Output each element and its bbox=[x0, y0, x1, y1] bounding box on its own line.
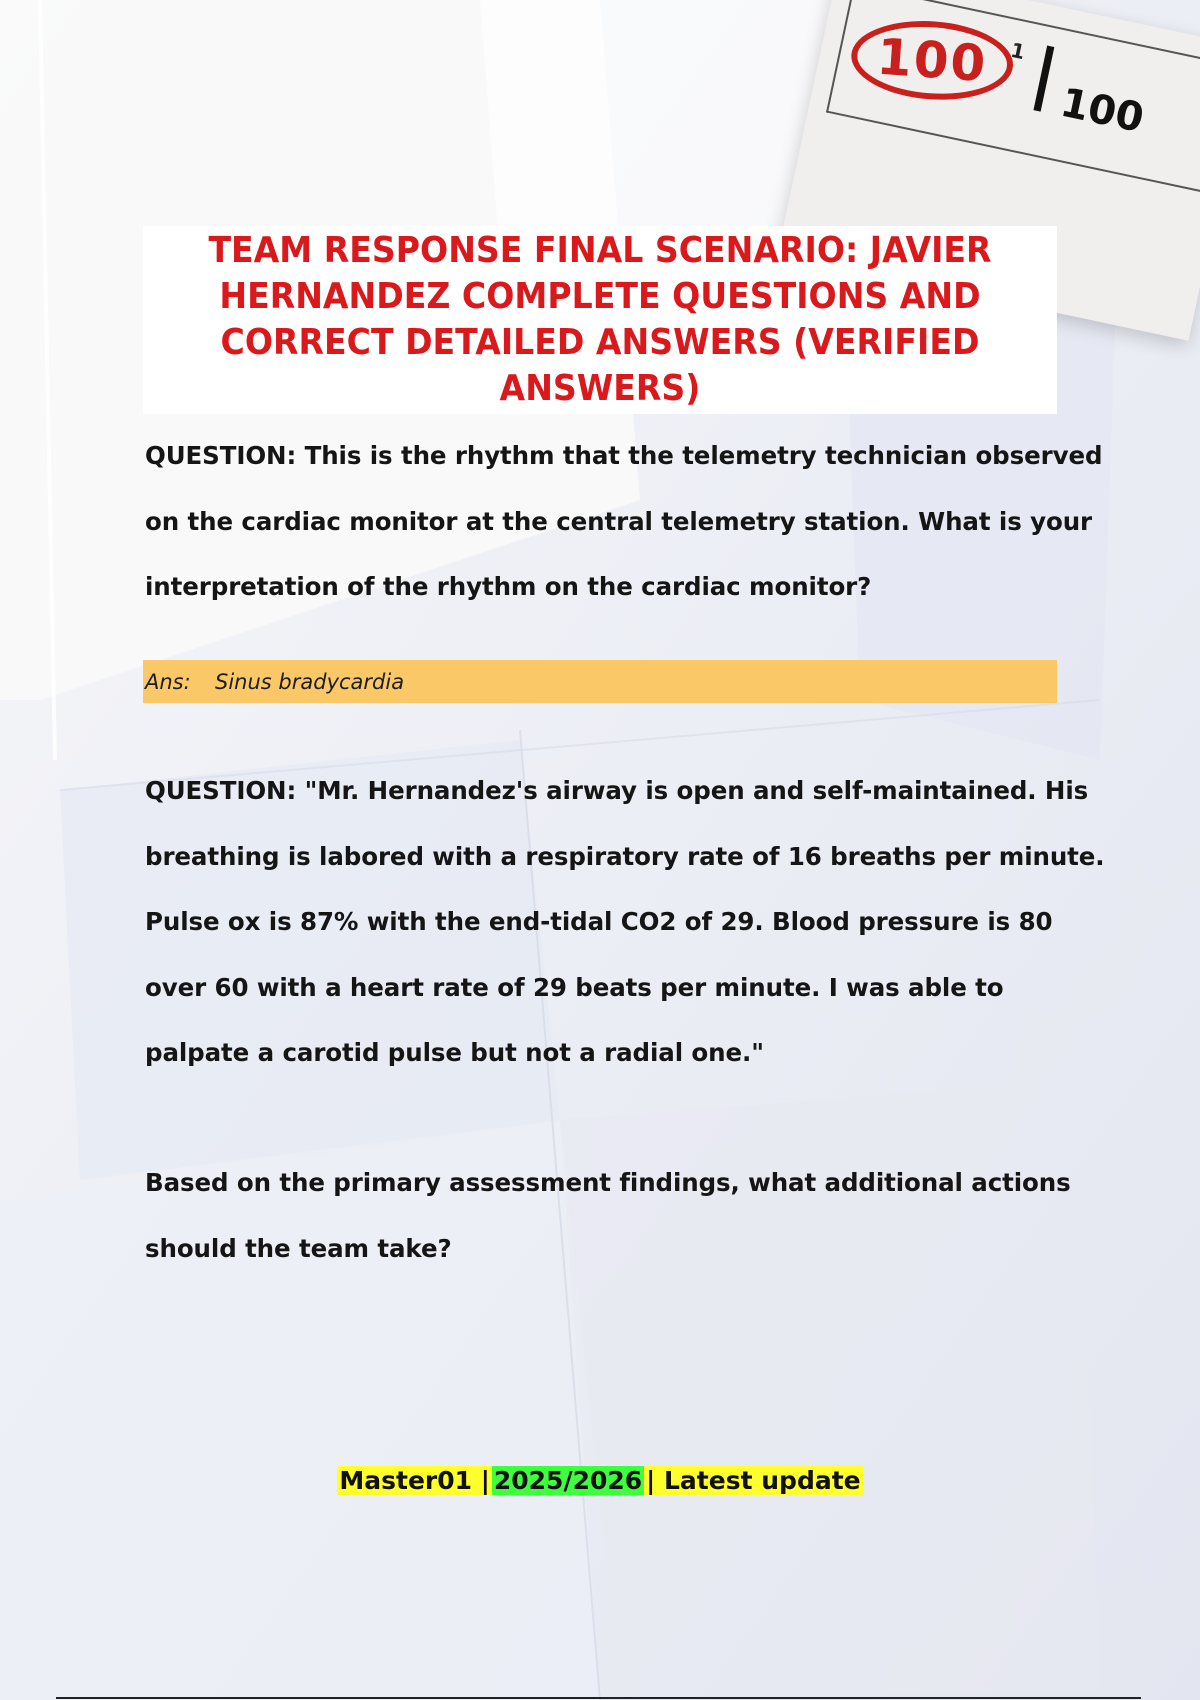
bottom-divider bbox=[56, 1697, 1141, 1699]
document-title: TEAM RESPONSE FINAL SCENARIO: JAVIER HERNANDEZ COMPLETE QUESTIONS AND CORRECT DETAILED ANSWERS (VERIFIED ANSWERS) bbox=[208, 230, 992, 409]
score-superscript: 1 bbox=[1008, 37, 1028, 65]
footer-author: Master01 | bbox=[339, 1466, 490, 1495]
question-2: QUESTION: "Mr. Hernandez's airway is open and self-maintained. His breathing is labored with a respiratory rate of 16 breaths per minute. Pulse ox is 87% with the end-tidal CO2 of 29. Blood pressure is 80 over 60 with a heart rate of 29 beats per minute. I was able to palpate a carotid pulse but not a radial one." bbox=[145, 776, 1105, 1067]
score-total: 100 bbox=[1056, 79, 1148, 142]
score-separator: | bbox=[1025, 33, 1065, 114]
answer-label: Ans: bbox=[145, 669, 191, 694]
answer-1-bar bbox=[143, 660, 1057, 703]
question-3: Based on the primary assessment findings, what additional actions should the team take? bbox=[145, 1168, 1071, 1263]
footer bbox=[0, 1463, 1200, 1499]
title-box bbox=[143, 226, 1057, 414]
footer-year: 2025/2026 bbox=[493, 1466, 643, 1495]
footer-update: | Latest update bbox=[646, 1466, 861, 1495]
score-stamp: 100 bbox=[849, 16, 1016, 105]
answer-text: Sinus bradycardia bbox=[215, 669, 405, 694]
question-1: QUESTION: This is the rhythm that the telemetry technician observed on the cardiac monitor at the central telemetry station. What is your interpretation of the rhythm on the cardiac monitor? bbox=[145, 441, 1103, 601]
